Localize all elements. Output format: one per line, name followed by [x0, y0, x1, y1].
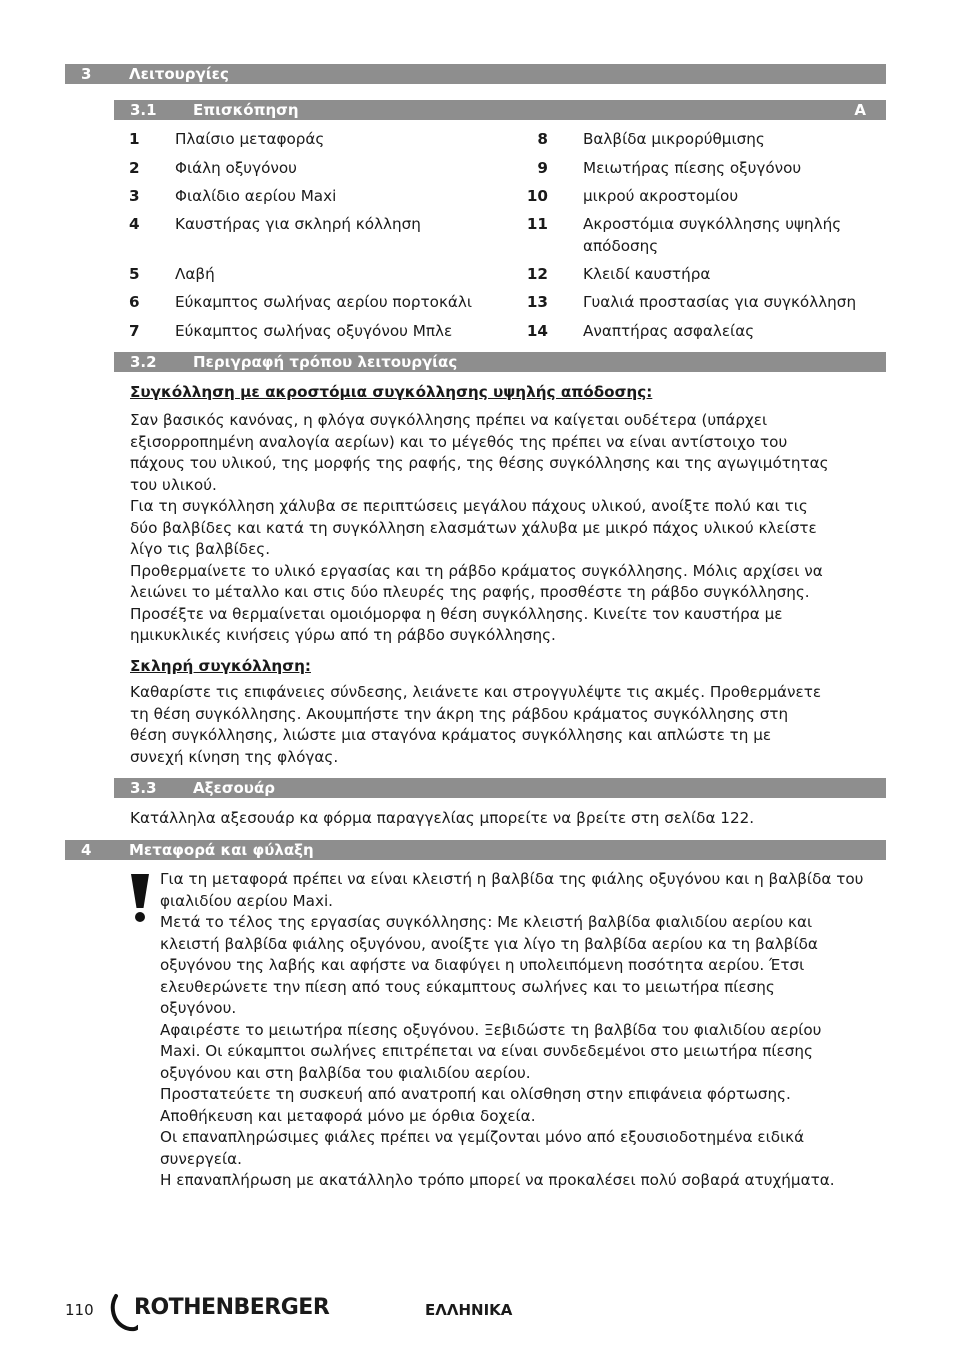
text-line: λίγο τις βαλβίδες.	[130, 540, 271, 558]
text-line: Για τη συγκόλληση χάλυβα σε περιπτώσεις μεγάλου πάχους υλικού, ανοίξτε πολύ και τις	[130, 497, 808, 515]
accessories-text: Κατάλληλα αξεσουάρ κα φόρμα παραγγελίας μπορείτε να βρείτε στη σελίδα 122.	[130, 809, 755, 827]
text-line: πάχους του υλικού, της μορφής της ραφής, της θέσης συγκόλλησης και της αγωγιμότητας	[130, 454, 829, 472]
subsection-3-1-bar	[114, 100, 886, 120]
text-line: φιαλιδίου αερίου Maxi.	[160, 891, 333, 910]
part-number: 12	[526, 265, 548, 283]
part-number: 1	[129, 130, 140, 148]
part-label: Γυαλιά προστασίας για συγκόλληση	[583, 293, 857, 311]
part-label: Καυστήρας για σκληρή κόλληση	[175, 215, 421, 233]
part-label: Βαλβίδα μικρορύθμισης	[583, 130, 765, 148]
part-number: 13	[526, 293, 548, 311]
subsection-3-3-bar	[114, 778, 886, 798]
text-line: Η επαναπλήρωση με ακατάλληλο τρόπο μπορεί να προκαλέσει πολύ σοβαρά ατυχήματα.	[160, 1171, 835, 1189]
text-line: οξυγόνου και στη βαλβίδα του φιαλιδίου αερίου.	[160, 1063, 531, 1082]
part-label: Μειωτήρας πίεσης οξυγόνου	[583, 159, 802, 177]
welding-paragraph	[130, 410, 870, 647]
part-label: Εύκαμπτος σωλήνας οξυγόνου Μπλε	[175, 322, 453, 340]
text-line: ελευθερώνετε την πίεση από τους εύκαμπτους σωλήνες και το μειωτήρα πίεσης	[160, 977, 775, 996]
part-number: 4	[129, 215, 140, 233]
subsection-number: 3.3	[130, 779, 157, 797]
part-label: Αναπτήρας ασφαλείας	[583, 322, 755, 340]
brazing-heading: Σκληρή συγκόλληση:	[130, 657, 311, 675]
text-line: οξυγόνου της λαβής και αφήστε να διαφύγει η υπολειπόμενη ποσότητα αερίου. Έτσι	[160, 956, 805, 974]
text-line: δύο βαλβίδες και κατά τη συγκόλληση ελασμάτων χάλυβα με μικρό πάχος υλικού κλείστε	[130, 518, 817, 537]
page-number: 110	[65, 1301, 94, 1319]
text-line: Μετά το τέλος της εργασίας συγκόλλησης: Με κλειστή βαλβίδα φιαλιδίου αερίου και	[160, 913, 813, 931]
text-line: Οι επαναπληρώσιμες φιάλες πρέπει να γεμίζονται μόνο από εξουσιοδοτημένα ειδικά	[160, 1128, 805, 1146]
subsection-number: 3.1	[130, 101, 157, 119]
text-line: τη θέση συγκόλλησης. Ακουμπήστε την άκρη της ράβδου κράματος συγκόλλησης στη	[130, 704, 789, 723]
part-label: Κλειδί καυστήρα	[583, 265, 711, 283]
language-label: ΕΛΛΗΝΙΚΑ	[425, 1301, 513, 1319]
text-line: ημικυκλικές κινήσεις γύρω από τη ράβδο συγκόλλησης.	[130, 626, 556, 644]
text-line: Αποθήκευση και μεταφορά μόνο με όρθια δοχεία.	[160, 1106, 536, 1125]
text-line: Maxi. Οι εύκαμπτοι σωλήνες επιτρέπεται να είναι συνδεδεμένοι στο μειωτήρα πίεσης	[160, 1042, 813, 1060]
subsection-3-2-bar	[114, 352, 886, 372]
part-label: Εύκαμπτος σωλήνας αερίου πορτοκάλι	[175, 293, 473, 311]
text-line: λειώνει το μέταλλο και στις δύο πλευρές της ραφής, προσθέστε τη ράβδο συγκόλλησης.	[130, 583, 810, 601]
welding-heading: Συγκόλληση με ακροστόμια συγκόλλησης υψηλής απόδοσης:	[130, 383, 653, 401]
part-number: 5	[129, 265, 140, 283]
section-number: 3	[81, 65, 92, 83]
part-label: Φιάλη οξυγόνου	[175, 159, 297, 177]
rothenberger-logo	[108, 1290, 348, 1332]
section-title: Λειτουργίες	[129, 65, 229, 83]
text-line: Αφαιρέστε το μειωτήρα πίεσης οξυγόνου. Ξεβιδώστε τη βαλβίδα του φιαλιδίου αερίου	[160, 1020, 822, 1039]
part-number: 14	[526, 322, 548, 340]
text-line: Προθερμαίνετε το υλικό εργασίας και τη ράβδο κράματος συγκόλλησης. Μόλις αρχίσει να	[130, 561, 823, 580]
text-line: κλειστή βαλβίδα φιάλης οξυγόνου, ανοίξτε για λίγο τη βαλβίδα αερίου κα τη βαλβίδα	[160, 934, 818, 953]
part-label-continued: απόδοσης	[583, 237, 659, 255]
part-number: 7	[129, 322, 140, 340]
exclamation-warning-icon	[128, 872, 152, 924]
subsection-title: Αξεσουάρ	[193, 779, 275, 797]
subsection-title: Περιγραφή τρόπου λειτουργίας	[193, 353, 458, 371]
section-number: 4	[81, 841, 92, 859]
text-line: Καθαρίστε τις επιφάνειες σύνδεσης, λειάνετε και στρογγυλέψτε τις ακμές. Προθερμάνετε	[130, 683, 822, 701]
part-number: 6	[129, 293, 140, 311]
part-number: 3	[129, 187, 140, 205]
part-label: Ακροστόμια συγκόλλησης υψηλής	[583, 215, 842, 233]
text-line: Σαν βασικός κανόνας, η φλόγα συγκόλλησης πρέπει να καίγεται ουδέτερα (υπάρχει	[130, 411, 768, 429]
text-line: Προστατεύετε τη συσκευή από ανατροπή και ολίσθηση στην επιφάνεια φόρτωσης.	[160, 1085, 791, 1103]
part-number: 2	[129, 159, 140, 177]
part-label: Φιαλίδιο αερίου Maxi	[175, 187, 337, 205]
part-label: Λαβή	[175, 265, 215, 283]
transport-paragraph	[160, 869, 890, 1192]
part-number: 10	[526, 187, 548, 205]
text-line: Για τη μεταφορά πρέπει να είναι κλειστή η βαλβίδα της φιάλης οξυγόνου και η βαλβίδα του	[160, 870, 864, 888]
text-line: συνεργεία.	[160, 1149, 242, 1168]
part-number: 8	[537, 130, 548, 148]
part-label: Πλαίσιο μεταφοράς	[175, 130, 325, 148]
subsection-title: Επισκόπηση	[193, 101, 299, 119]
part-label: μικρού ακροστομίου	[583, 187, 739, 205]
text-line: του υλικού.	[130, 475, 217, 494]
text-line: οξυγόνου.	[160, 999, 237, 1017]
part-number: 11	[526, 215, 548, 233]
section-title: Μεταφορά και φύλαξη	[129, 841, 314, 859]
brand-name: ROTHENBERGER	[134, 1295, 330, 1320]
text-line: συνεχή κίνηση της φλόγας.	[130, 747, 339, 766]
text-line: εξισορροπημένη αναλογία αερίων) και το μέγεθός της πρέπει να είναι αντίστοιχο του	[130, 432, 788, 451]
subsection-number: 3.2	[130, 353, 157, 371]
section-3-bar	[65, 64, 886, 84]
brazing-paragraph	[130, 682, 870, 768]
section-4-bar	[65, 840, 886, 860]
text-line: θέση συγκόλλησης, λιώστε μια σταγόνα κράματος συγκόλλησης και απλώστε τη με	[130, 726, 772, 744]
text-line: Προσέξτε να θερμαίνεται ομοιόμορφα η θέση συγκόλλησης. Κινείτε τον καυστήρα με	[130, 604, 783, 623]
part-number: 9	[537, 159, 548, 177]
figure-label: A	[854, 101, 866, 119]
